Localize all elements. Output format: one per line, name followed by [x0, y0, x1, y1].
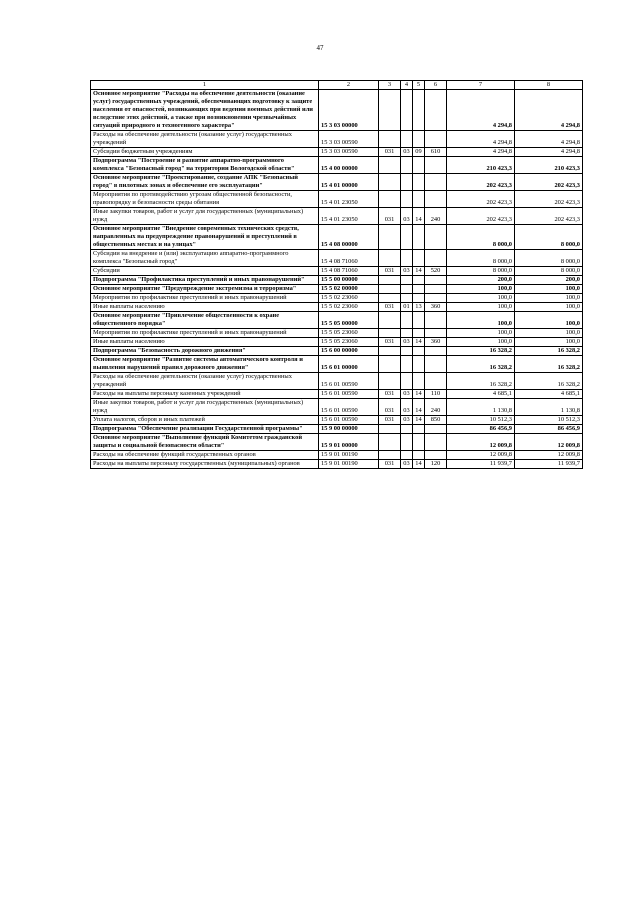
amount-year-2: 10 512,3 [515, 416, 583, 425]
ministry-code [379, 356, 401, 373]
program-code: 15 5 02 23060 [319, 294, 379, 303]
table-row [91, 416, 583, 425]
expense-type-code: 240 [425, 208, 447, 225]
section-code [401, 131, 413, 148]
amount-year-2: 100,0 [515, 285, 583, 294]
expense-type-code [425, 276, 447, 285]
expense-type-code: 360 [425, 303, 447, 312]
ministry-code [379, 131, 401, 148]
program-code: 15 4 01 00000 [319, 174, 379, 191]
program-code: 15 6 01 00590 [319, 390, 379, 399]
subsection-code [413, 434, 425, 451]
table-row [91, 294, 583, 303]
ministry-code [379, 312, 401, 329]
expense-type-code: 240 [425, 399, 447, 416]
subsection-code [413, 174, 425, 191]
table-row [91, 399, 583, 416]
row-name: Подпрограмма "Обеспечение реализации Государственной программы" [91, 425, 319, 434]
row-name: Субсидии [91, 267, 319, 276]
ministry-code [379, 276, 401, 285]
subsection-code [413, 425, 425, 434]
amount-year-1: 210 423,3 [447, 157, 515, 174]
amount-year-1: 8 000,0 [447, 250, 515, 267]
header-cell: 2 [319, 81, 379, 90]
section-code: 03 [401, 267, 413, 276]
amount-year-1: 10 512,3 [447, 416, 515, 425]
ministry-code: 031 [379, 148, 401, 157]
amount-year-1: 4 294,8 [447, 148, 515, 157]
section-code: 03 [401, 148, 413, 157]
amount-year-2: 210 423,3 [515, 157, 583, 174]
amount-year-2: 202 423,3 [515, 174, 583, 191]
amount-year-2: 100,0 [515, 294, 583, 303]
row-name: Субсидии на внедрение и (или) эксплуатацию аппаратно-программного комплекса "Безопасный город" [91, 250, 319, 267]
ministry-code [379, 157, 401, 174]
header-cell: 8 [515, 81, 583, 90]
program-code: 15 4 08 71060 [319, 267, 379, 276]
expense-type-code: 850 [425, 416, 447, 425]
ministry-code [379, 191, 401, 208]
amount-year-1: 86 456,9 [447, 425, 515, 434]
row-name: Основное мероприятие "Развитие системы автоматического контроля и выявления нарушений правил дорожного движения" [91, 356, 319, 373]
program-code: 15 5 05 00000 [319, 312, 379, 329]
expense-type-code [425, 250, 447, 267]
table-row [91, 460, 583, 469]
program-code: 15 6 01 00000 [319, 356, 379, 373]
expense-type-code [425, 356, 447, 373]
table-row [91, 250, 583, 267]
subsection-code: 14 [413, 416, 425, 425]
row-name: Мероприятия по профилактике преступлений и иных правонарушений [91, 329, 319, 338]
row-name: Основное мероприятие "Внедрение современных технических средств, направленных на предупреждение правонарушений и преступлений в общественных местах и на улицах" [91, 225, 319, 250]
amount-year-1: 100,0 [447, 294, 515, 303]
section-code: 03 [401, 460, 413, 469]
program-code: 15 4 08 71060 [319, 250, 379, 267]
section-code [401, 294, 413, 303]
subsection-code [413, 347, 425, 356]
subsection-code [413, 294, 425, 303]
amount-year-1: 100,0 [447, 303, 515, 312]
ministry-code [379, 347, 401, 356]
amount-year-1: 12 009,8 [447, 434, 515, 451]
amount-year-1: 1 130,8 [447, 399, 515, 416]
row-name: Основное мероприятие "Привлечение общественности к охране общественного порядка" [91, 312, 319, 329]
program-code: 15 3 03 00590 [319, 148, 379, 157]
amount-year-1: 8 000,0 [447, 225, 515, 250]
subsection-code: 14 [413, 267, 425, 276]
row-name: Уплата налогов, сборов и иных платежей [91, 416, 319, 425]
program-code: 15 6 01 00590 [319, 399, 379, 416]
amount-year-2: 16 328,2 [515, 373, 583, 390]
program-code: 15 4 08 00000 [319, 225, 379, 250]
amount-year-1: 202 423,3 [447, 208, 515, 225]
program-code: 15 4 01 23050 [319, 191, 379, 208]
row-name: Субсидии бюджетным учреждениям [91, 148, 319, 157]
table-row [91, 131, 583, 148]
row-name: Иные выплаты населению [91, 338, 319, 347]
subsection-code [413, 329, 425, 338]
subsection-code: 14 [413, 460, 425, 469]
ministry-code [379, 434, 401, 451]
subsection-code [413, 373, 425, 390]
page-number: 47 [316, 44, 324, 52]
row-name: Иные закупки товаров, работ и услуг для государственных (муниципальных) нужд [91, 399, 319, 416]
amount-year-2: 202 423,3 [515, 191, 583, 208]
amount-year-2: 200,0 [515, 276, 583, 285]
section-code: 03 [401, 208, 413, 225]
expense-type-code [425, 191, 447, 208]
expense-type-code [425, 131, 447, 148]
program-code: 15 6 01 00590 [319, 373, 379, 390]
row-name: Основное мероприятие "Предупреждение экстремизма и терроризма" [91, 285, 319, 294]
section-code [401, 174, 413, 191]
amount-year-2: 8 000,0 [515, 250, 583, 267]
ministry-code [379, 294, 401, 303]
subsection-code [413, 276, 425, 285]
amount-year-1: 100,0 [447, 312, 515, 329]
amount-year-1: 4 294,8 [447, 131, 515, 148]
ministry-code [379, 225, 401, 250]
subsection-code: 14 [413, 390, 425, 399]
amount-year-1: 16 328,2 [447, 356, 515, 373]
header-cell: 1 [91, 81, 319, 90]
subsection-code: 09 [413, 148, 425, 157]
section-code [401, 451, 413, 460]
expense-type-code [425, 425, 447, 434]
row-name: Иные закупки товаров, работ и услуг для государственных (муниципальных) нужд [91, 208, 319, 225]
table-row [91, 425, 583, 434]
ministry-code: 031 [379, 303, 401, 312]
table-row [91, 356, 583, 373]
amount-year-2: 4 685,1 [515, 390, 583, 399]
section-code: 03 [401, 416, 413, 425]
row-name: Расходы на обеспечение деятельности (оказание услуг) государственных учреждений [91, 373, 319, 390]
subsection-code [413, 285, 425, 294]
expense-type-code: 610 [425, 148, 447, 157]
ministry-code [379, 90, 401, 131]
ministry-code: 031 [379, 208, 401, 225]
section-code [401, 373, 413, 390]
section-code: 03 [401, 399, 413, 416]
row-name: Мероприятия по противодействию угрозам общественной безопасности, правопорядку и безопасности среды обитания [91, 191, 319, 208]
ministry-code [379, 250, 401, 267]
amount-year-1: 12 009,8 [447, 451, 515, 460]
ministry-code: 031 [379, 416, 401, 425]
amount-year-2: 100,0 [515, 338, 583, 347]
row-name: Подпрограмма "Профилактика преступлений и иных правонарушений" [91, 276, 319, 285]
ministry-code [379, 329, 401, 338]
amount-year-1: 100,0 [447, 329, 515, 338]
amount-year-1: 16 328,2 [447, 373, 515, 390]
table-row [91, 208, 583, 225]
amount-year-1: 100,0 [447, 285, 515, 294]
expense-type-code [425, 329, 447, 338]
program-code: 15 9 01 00190 [319, 451, 379, 460]
amount-year-1: 202 423,3 [447, 191, 515, 208]
section-code [401, 276, 413, 285]
section-code [401, 250, 413, 267]
program-code: 15 6 01 00590 [319, 416, 379, 425]
section-code [401, 285, 413, 294]
budget-table [90, 80, 583, 469]
program-code: 15 9 01 00000 [319, 434, 379, 451]
amount-year-1: 4 294,8 [447, 90, 515, 131]
subsection-code [413, 191, 425, 208]
table-row [91, 285, 583, 294]
section-code [401, 425, 413, 434]
ministry-code [379, 425, 401, 434]
program-code: 15 3 03 00590 [319, 131, 379, 148]
table-row [91, 267, 583, 276]
program-code: 15 6 00 00000 [319, 347, 379, 356]
header-cell: 7 [447, 81, 515, 90]
table-row [91, 157, 583, 174]
amount-year-2: 1 130,8 [515, 399, 583, 416]
table-row [91, 276, 583, 285]
table-row [91, 191, 583, 208]
amount-year-2: 4 294,8 [515, 131, 583, 148]
program-code: 15 5 05 23060 [319, 329, 379, 338]
amount-year-1: 8 000,0 [447, 267, 515, 276]
amount-year-2: 4 294,8 [515, 90, 583, 131]
expense-type-code [425, 347, 447, 356]
row-name: Основное мероприятие "Расходы на обеспечение деятельности (оказание услуг) государственных учреждений, обеспечивающих подготовку к защите населения от опасностей, возникающих при ведении военных действий или вследствие этих действий, а также при возникновении чрезвычайных ситуаций природного и техногенного характера" [91, 90, 319, 131]
amount-year-1: 11 939,7 [447, 460, 515, 469]
row-name: Иные выплаты населению [91, 303, 319, 312]
row-name: Расходы на обеспечение деятельности (оказание услуг) государственных учреждений [91, 131, 319, 148]
table-row [91, 329, 583, 338]
expense-type-code: 120 [425, 460, 447, 469]
table-row [91, 312, 583, 329]
amount-year-2: 86 456,9 [515, 425, 583, 434]
subsection-code: 14 [413, 208, 425, 225]
amount-year-1: 100,0 [447, 338, 515, 347]
table-row [91, 390, 583, 399]
row-name: Мероприятия по профилактике преступлений и иных правонарушений [91, 294, 319, 303]
subsection-code [413, 225, 425, 250]
amount-year-1: 200,0 [447, 276, 515, 285]
subsection-code [413, 90, 425, 131]
program-code: 15 9 01 00190 [319, 460, 379, 469]
section-code [401, 312, 413, 329]
amount-year-2: 100,0 [515, 329, 583, 338]
program-code: 15 5 00 00000 [319, 276, 379, 285]
table-row [91, 347, 583, 356]
row-name: Основное мероприятие "Проектирование, создание АПК "Безопасный город" в пилотных зонах и обеспечение его эксплуатации" [91, 174, 319, 191]
ministry-code [379, 285, 401, 294]
header-cell: 3 [379, 81, 401, 90]
subsection-code: 13 [413, 303, 425, 312]
table-body [91, 90, 583, 469]
expense-type-code [425, 434, 447, 451]
expense-type-code [425, 373, 447, 390]
amount-year-2: 8 000,0 [515, 267, 583, 276]
amount-year-2: 100,0 [515, 303, 583, 312]
ministry-code: 031 [379, 460, 401, 469]
amount-year-1: 4 685,1 [447, 390, 515, 399]
subsection-code [413, 356, 425, 373]
expense-type-code [425, 174, 447, 191]
subsection-code: 14 [413, 399, 425, 416]
program-code: 15 5 02 00000 [319, 285, 379, 294]
section-code: 03 [401, 390, 413, 399]
expense-type-code [425, 451, 447, 460]
expense-type-code [425, 312, 447, 329]
header-cell: 5 [413, 81, 425, 90]
subsection-code [413, 312, 425, 329]
table-row [91, 434, 583, 451]
expense-type-code [425, 157, 447, 174]
table-row [91, 148, 583, 157]
ministry-code: 031 [379, 390, 401, 399]
row-name: Основное мероприятие "Выполнение функций Комитетом гражданской защиты и социальной безопасности области" [91, 434, 319, 451]
expense-type-code [425, 90, 447, 131]
expense-type-code [425, 294, 447, 303]
section-code [401, 329, 413, 338]
ministry-code: 031 [379, 338, 401, 347]
amount-year-2: 12 009,8 [515, 434, 583, 451]
subsection-code [413, 157, 425, 174]
header-cell: 4 [401, 81, 413, 90]
table-row [91, 303, 583, 312]
section-code [401, 157, 413, 174]
section-code [401, 434, 413, 451]
section-code [401, 225, 413, 250]
amount-year-2: 16 328,2 [515, 347, 583, 356]
subsection-code [413, 131, 425, 148]
expense-type-code: 110 [425, 390, 447, 399]
ministry-code: 031 [379, 267, 401, 276]
amount-year-2: 4 294,8 [515, 148, 583, 157]
table-row [91, 225, 583, 250]
expense-type-code: 520 [425, 267, 447, 276]
expense-type-code [425, 285, 447, 294]
ministry-code [379, 451, 401, 460]
table-row [91, 90, 583, 131]
amount-year-2: 11 939,7 [515, 460, 583, 469]
subsection-code [413, 451, 425, 460]
amount-year-2: 16 328,2 [515, 356, 583, 373]
amount-year-2: 12 009,8 [515, 451, 583, 460]
program-code: 15 9 00 00000 [319, 425, 379, 434]
section-code [401, 347, 413, 356]
table-row [91, 451, 583, 460]
program-code: 15 4 01 23050 [319, 208, 379, 225]
amount-year-2: 8 000,0 [515, 225, 583, 250]
table-row [91, 373, 583, 390]
section-code: 03 [401, 338, 413, 347]
section-code [401, 356, 413, 373]
header-cell: 6 [425, 81, 447, 90]
row-name: Подпрограмма "Безопасность дорожного движения" [91, 347, 319, 356]
table-row [91, 174, 583, 191]
row-name: Расходы на выплаты персоналу государственных (муниципальных) органов [91, 460, 319, 469]
header-row [91, 81, 583, 90]
program-code: 15 5 05 23060 [319, 338, 379, 347]
program-code: 15 3 03 00000 [319, 90, 379, 131]
row-name: Подпрограмма "Построение и развитие аппаратно-программного комплекса "Безопасный город" на территории Вологодской области" [91, 157, 319, 174]
amount-year-2: 100,0 [515, 312, 583, 329]
amount-year-1: 16 328,2 [447, 347, 515, 356]
section-code [401, 90, 413, 131]
expense-type-code: 360 [425, 338, 447, 347]
expense-type-code [425, 225, 447, 250]
table-row [91, 338, 583, 347]
program-code: 15 4 00 00000 [319, 157, 379, 174]
subsection-code: 14 [413, 338, 425, 347]
section-code [401, 191, 413, 208]
row-name: Расходы на обеспечение функций государственных органов [91, 451, 319, 460]
row-name: Расходы на выплаты персоналу казенных учреждений [91, 390, 319, 399]
amount-year-2: 202 423,3 [515, 208, 583, 225]
amount-year-1: 202 423,3 [447, 174, 515, 191]
subsection-code [413, 250, 425, 267]
ministry-code [379, 174, 401, 191]
section-code: 01 [401, 303, 413, 312]
ministry-code: 031 [379, 399, 401, 416]
program-code: 15 5 02 23060 [319, 303, 379, 312]
ministry-code [379, 373, 401, 390]
